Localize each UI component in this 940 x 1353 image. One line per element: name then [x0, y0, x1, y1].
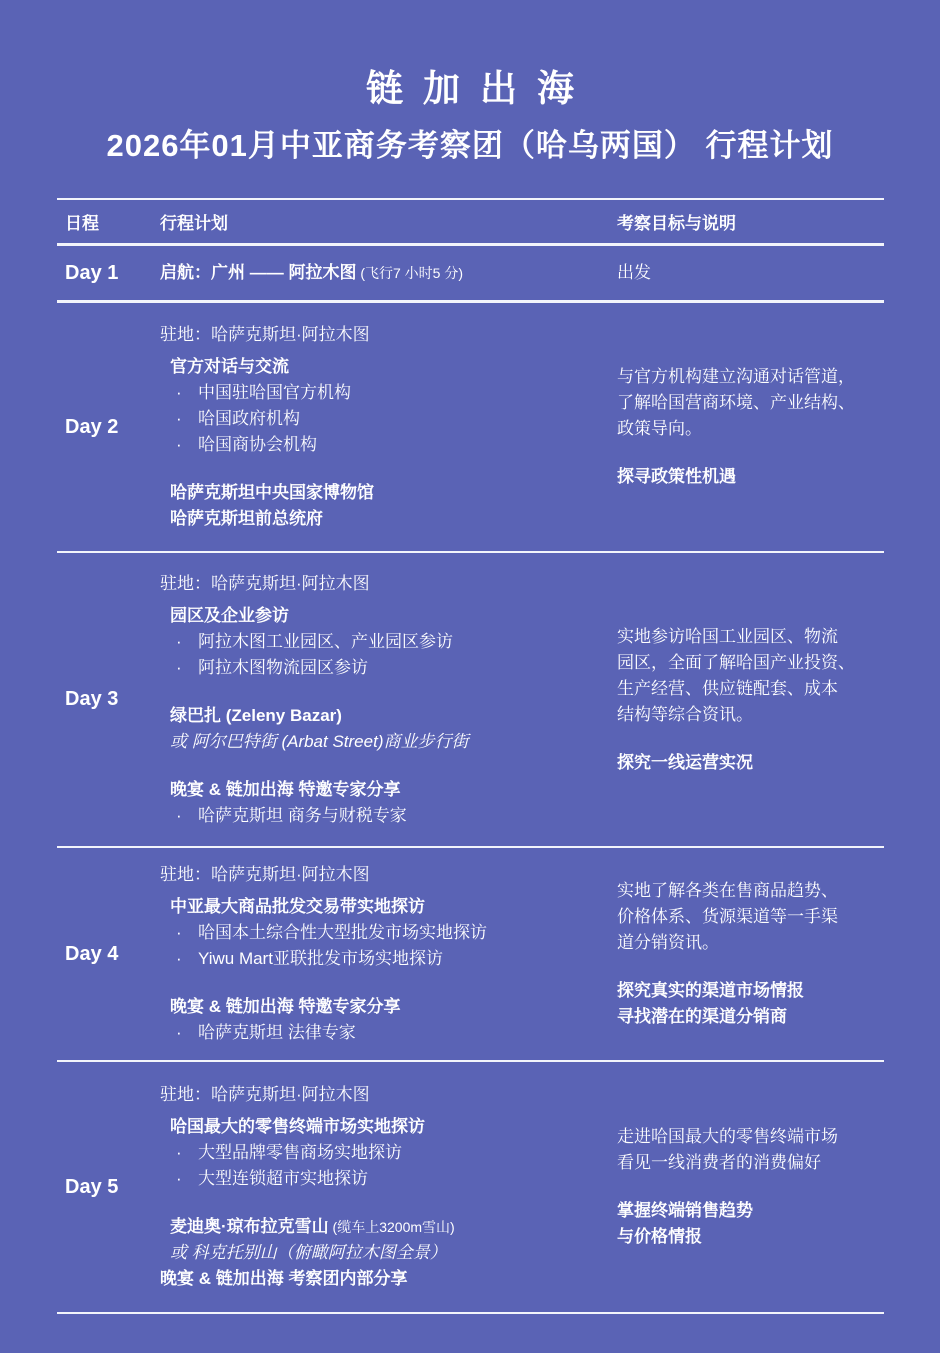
day-label: Day 5 — [65, 1175, 119, 1198]
bullet-icon: · — [176, 657, 182, 677]
itinerary-table — [57, 198, 884, 1314]
plan-line: 驻地：哈萨克斯坦·阿拉木图 — [160, 1085, 370, 1105]
plan-line — [160, 655, 617, 681]
plan-line — [160, 1140, 617, 1166]
plan-line: 官方对话与交流 — [170, 357, 289, 377]
plan-line: 中亚最大商品批发交易带实地探访 — [170, 897, 425, 917]
day-label: Day 2 — [65, 415, 119, 438]
goal-cell — [617, 303, 884, 551]
table-row — [57, 303, 884, 553]
plan-line — [160, 432, 617, 458]
bullet-icon: · — [176, 923, 182, 943]
bullet-text: 哈国本土综合性大型批发市场实地探访 — [198, 923, 487, 943]
bullet-text: 大型品牌零售商场实地探访 — [198, 1143, 402, 1163]
plan-line: 或 阿尔巴特街 (Arbat Street)商业步行街 — [170, 731, 469, 751]
line-note-text: (缆车上3200m雪山) — [328, 1219, 455, 1236]
plan-line: 驻地：哈萨克斯坦·阿拉木图 — [160, 573, 370, 593]
spacer — [160, 681, 617, 703]
bullet-icon: · — [176, 1169, 182, 1189]
page-title: 2026年01月中亚商务考察团（哈乌两国） 行程计划 — [106, 128, 834, 164]
bullet-text: 哈萨克斯坦 商务与财税专家 — [198, 805, 407, 825]
plan-line — [160, 406, 617, 432]
bullet-icon: · — [176, 435, 182, 455]
table-row — [57, 848, 884, 1062]
goal-line: 实地了解各类在售商品趋势、 — [617, 881, 838, 901]
plan-line: 晚宴 & 链加出海 特邀专家分享 — [170, 997, 401, 1017]
goal-line: 结构等综合资讯。 — [617, 704, 753, 724]
spacer — [160, 458, 617, 480]
spacer — [160, 755, 617, 777]
plan-line — [160, 380, 617, 406]
spacer — [617, 442, 884, 464]
table-body — [57, 246, 884, 1314]
bullet-icon: · — [176, 409, 182, 429]
goal-line: 探究真实的渠道市场情报 — [617, 981, 804, 1001]
bullet-icon: · — [176, 949, 182, 969]
goal-line: 实地参访哈国工业园区、物流 — [617, 626, 838, 646]
plan-line: 驻地：哈萨克斯坦·阿拉木图 — [160, 325, 370, 345]
line-main-text: 麦迪奥·琼布拉克雪山 — [170, 1217, 329, 1237]
bullet-text: 中国驻哈国官方机构 — [198, 383, 351, 403]
day-label: Day 3 — [65, 688, 119, 711]
bullet-icon: · — [176, 383, 182, 403]
plan-line — [160, 1214, 617, 1240]
header-day: 日程 — [65, 214, 99, 234]
plan-line — [160, 1166, 617, 1192]
day-label: Day 4 — [65, 942, 119, 965]
plan-cell — [160, 303, 617, 551]
bullet-icon: · — [176, 631, 182, 651]
plan-line — [160, 260, 617, 286]
plan-cell — [160, 553, 617, 846]
spacer — [160, 972, 617, 994]
goal-line: 掌握终端销售趋势 — [617, 1201, 753, 1221]
plan-line: 哈萨克斯坦中央国家博物馆 — [170, 483, 374, 503]
header-plan: 行程计划 — [160, 214, 228, 234]
table-row — [57, 553, 884, 848]
table-row — [57, 1062, 884, 1314]
plan-line: 园区及企业参访 — [170, 605, 289, 625]
bullet-icon: · — [176, 1023, 182, 1043]
bullet-text: 阿拉木图工业园区、产业园区参访 — [198, 631, 453, 651]
goal-cell — [617, 848, 884, 1060]
line-main-text: 启航：广州 —— 阿拉木图 — [160, 263, 357, 283]
goal-line: 与官方机构建立沟通对话管道， — [617, 367, 855, 387]
plan-line: 哈萨克斯坦前总统府 — [170, 509, 323, 529]
goal-line: 政策导向。 — [617, 419, 702, 439]
goal-line: 园区，全面了解哈国产业投资、 — [617, 652, 855, 672]
plan-line: 绿巴扎 (Zeleny Bazar) — [170, 705, 342, 725]
bullet-icon: · — [176, 1143, 182, 1163]
goal-cell — [617, 246, 884, 300]
table-header-row — [57, 200, 884, 246]
goal-line: 出发 — [617, 263, 651, 283]
line-note-text: (飞行7 小时5 分) — [356, 265, 464, 282]
goal-line: 生产经营、供应链配套、成本 — [617, 678, 838, 698]
goal-line: 了解哈国营商环境、产业结构、 — [617, 393, 855, 413]
goal-line: 探寻政策性机遇 — [617, 467, 736, 487]
goal-line: 与价格情报 — [617, 1227, 702, 1247]
goal-line: 价格体系、货源渠道等一手渠 — [617, 907, 838, 927]
plan-cell — [160, 246, 617, 300]
plan-line — [160, 946, 617, 972]
goal-line: 道分销资讯。 — [617, 933, 719, 953]
plan-line — [160, 803, 617, 829]
goal-cell — [617, 553, 884, 846]
plan-line — [160, 920, 617, 946]
goal-line: 看见一线消费者的消费偏好 — [617, 1153, 821, 1173]
plan-cell — [160, 848, 617, 1060]
goal-line: 探究一线运营实况 — [617, 752, 753, 772]
plan-line: 哈国最大的零售终端市场实地探访 — [170, 1117, 425, 1137]
goal-cell — [617, 1062, 884, 1312]
day-label: Day 1 — [65, 261, 119, 284]
plan-cell — [160, 1062, 617, 1312]
plan-line — [160, 629, 617, 655]
bullet-text: 哈萨克斯坦 法律专家 — [198, 1023, 356, 1043]
bullet-icon: · — [176, 805, 182, 825]
plan-line: 晚宴 & 链加出海 考察团内部分享 — [160, 1269, 408, 1289]
spacer — [617, 956, 884, 978]
bullet-text: 阿拉木图物流园区参访 — [198, 657, 368, 677]
goal-line: 走进哈国最大的零售终端市场 — [617, 1127, 838, 1147]
spacer — [160, 1192, 617, 1214]
bullet-text: 大型连锁超市实地探访 — [198, 1169, 368, 1189]
table-row — [57, 246, 884, 303]
spacer — [617, 1176, 884, 1198]
bullet-text: 哈国政府机构 — [198, 409, 300, 429]
brand-logo: 链加出海 — [366, 68, 594, 109]
header-goal: 考察目标与说明 — [617, 214, 736, 234]
plan-line: 晚宴 & 链加出海 特邀专家分享 — [170, 779, 401, 799]
plan-line: 或 科克托别山（俯瞰阿拉木图全景） — [170, 1243, 447, 1263]
goal-line: 寻找潜在的渠道分销商 — [617, 1007, 787, 1027]
bullet-text: Yiwu Mart亚联批发市场实地探访 — [198, 949, 443, 969]
bullet-text: 哈国商协会机构 — [198, 435, 317, 455]
plan-line — [160, 1020, 617, 1046]
spacer — [617, 728, 884, 750]
plan-line: 驻地：哈萨克斯坦·阿拉木图 — [160, 865, 370, 885]
